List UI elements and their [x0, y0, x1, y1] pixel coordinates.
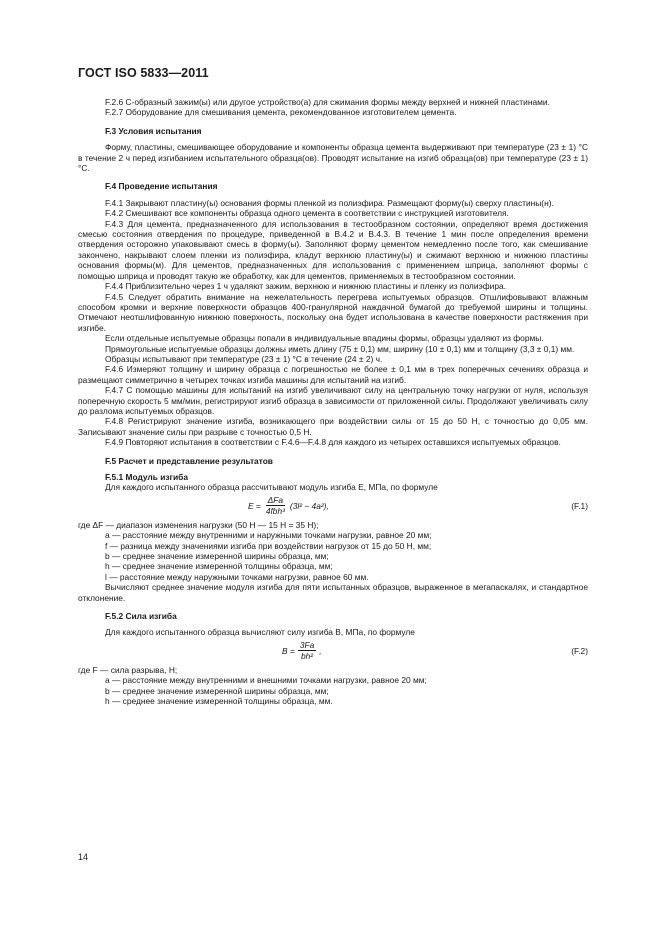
f51-where-line: где ΔF — диапазон изменения нагрузки (50 Н — 15 Н = 35 Н);: [78, 519, 319, 530]
clause-f45-temperature: Образцы испытывают при температуре (23 ± 1) °С в течение (24 ± 2) ч.: [105, 353, 383, 364]
f52-where-line: b — среднее значение измеренной ширины образца, мм;: [105, 685, 329, 696]
formula-f2-number: (F.2): [571, 645, 588, 656]
formula-f1-numerator: ΔFa: [267, 495, 284, 506]
section-f4-title: F.4 Проведение испытания: [105, 181, 218, 192]
section-f51-intro: Для каждого испытанного образца рассчитывают модуль изгиба E, МПа, по формуле: [105, 482, 438, 493]
formula-f1-denominator: 4fbh³: [265, 506, 285, 517]
section-f51-result: Вычисляют среднее значение модуля изгиба для пяти испытанных образцов, выраженное в мегапаскалях, и стандартное отклонение.: [78, 582, 588, 603]
formula-f2-lhs: B =: [282, 645, 295, 656]
clause-f42: F.4.2 Смешивают все компоненты образца одного цемента в соответствии с инструкцией изготовителя.: [105, 208, 509, 219]
page-header-title: ГОСТ ISO 5833—2011: [78, 66, 209, 80]
clause-f49: F.4.9 Повторяют испытания в соответствии с F.4.6—F.4.8 для каждого из четырех оставшихся испытуемых образцов.: [105, 437, 561, 448]
f52-where-line: где F — сила разрыва, Н;: [78, 664, 178, 675]
formula-f1-rhs: (3l² − 4a²),: [289, 500, 329, 511]
section-f3-text: Форму, пластины, смешивающее оборудование и компоненты образца цемента выдерживают при температуре (23 ± 1) °С в течение 2 ч перед изгибанием испытательного образца(ов). Проводят испытание на изгиб образца(ов) при температуре (23 ± 1) °С.: [78, 142, 588, 174]
section-f52-intro: Для каждого испытанного образца вычисляют силу изгиба B, МПа, по формуле: [105, 627, 415, 638]
section-f52-title: F.5.2 Сила изгиба: [105, 611, 177, 622]
clause-f46: F.4.6 Измеряют толщину и ширину образца с погрешностью не более ± 0,1 мм в трех поперечных сечениях образца и размещают симметрично в четырех точках изгиба машины для испытаний на изгиб.: [78, 364, 588, 385]
clause-f44: F.4.4 Приблизительно через 1 ч удаляют зажим, верхнюю и нижнюю пластины и пленку из полиэфира.: [105, 281, 506, 292]
f51-where-line: b — среднее значение измеренной ширины образца, мм;: [105, 551, 329, 562]
formula-f2-numerator: 3Fa: [299, 640, 315, 651]
formula-f1-number: (F.1): [571, 500, 588, 511]
clause-f47: F.4.7 С помощью машины для испытаний на изгиб увеличивают силу на центральную точку нагрузки от нуля, используя поперечную скорость 5 мм/мин, регистрируют изгиб образца в зависимости от приложенной силы. Продолжают увеличивать силу до разлома испытуемых образцов.: [78, 385, 588, 416]
clause-f48: F.4.8 Регистрируют значение изгиба, возникающего при воздействии силы от 15 до 50 Н, с точностью до 0,05 мм. Записывают значение силы при разрыве с точностью 0,5 Н.: [78, 416, 588, 437]
section-f5-title: F.5 Расчет и представление результатов: [105, 455, 273, 466]
f51-where-line: h — среднее значение измеренной толщины образца, мм;: [105, 561, 333, 572]
page-number: 14: [78, 852, 89, 862]
formula-f2-rhs: ,: [319, 645, 322, 656]
clause-f41: F.4.1 Закрывают пластину(ы) основания формы пленкой из полиэфира. Размещают форму(ы) сверху пластины(н).: [105, 197, 554, 208]
f51-where-line: l — расстояние между наружными точками нагрузки, равное 60 мм.: [105, 571, 369, 582]
f52-where-line: a — расстояние между внутренними и внешними точками нагрузки, равное 20 мм;: [105, 675, 427, 686]
formula-f1-fraction: [264, 495, 287, 516]
formula-f2-denominator: bh²: [300, 651, 314, 662]
clause-f26: F.2.6 С-образный зажим(ы) или другое устройство(а) для сжимания формы между верхней и нижней пластинами.: [105, 97, 550, 107]
clause-f27: F.2.7 Оборудование для смешивания цемента, рекомендованное изготовителем цемента.: [105, 107, 457, 118]
f52-where-line: h — среднее значение измеренной толщины образца, мм.: [105, 696, 333, 707]
clause-f45-removal: Если отдельные испытуемые образцы попали в индивидуальные впадины формы, образцы удаляют из формы.: [105, 333, 544, 344]
f51-where-line: f — разница между значениями изгиба при воздействии нагрузок от 15 до 50 Н, мм;: [105, 540, 432, 551]
clause-f45-dimensions: Прямоугольные испытуемые образцы должны иметь длину (75 ± 0,1) мм, ширину (10 ± 0,1) мм и толщину (3,3 ± 0,1) мм.: [105, 343, 575, 354]
formula-f2: [78, 640, 588, 662]
clause-f45: F.4.5 Следует обратить внимание на нежелательность перегрева испытуемых образцов. Отшлифовывают влажным способом кромки и верхние поверхности образцов 400-гранулярной наждачной бумагой до требуемой ширины и толщины. Отмечают неотшлифованную нижнюю поверхность, поскольку она будет использована в качестве поверхности растяжения при изгибе.: [78, 291, 588, 333]
section-f3-title: F.3 Условия испытания: [105, 125, 202, 136]
formula-f2-fraction: [298, 640, 316, 661]
f51-where-line: a — расстояние между внутренними и наружными точками нагрузки, равное 20 мм;: [105, 530, 432, 541]
page-content: [78, 97, 588, 707]
formula-f1: [78, 495, 588, 517]
clause-f43: F.4.3 Для цемента, предназначенного для использования в тестообразном состоянии, определяют время достижения смесью состояния отвердения по процедуре, приведенной в В.4.2 и В.4.3. В течение 1 мин после определения времени отвердения осторожно упаковывают смесь в форму(ы). Заполняют форму цементом немедленно после того, как смешивание закончено, накрывают слоем пленки из полиэфира, кладут верхнюю пластину(ы) и сжимают верхнюю и нижнюю пластины основания формы(м). Для цементов, предназначенных для использования с применением шприца, заполняют формы с помощью шприца и проводят такую же обработку, как для цементов, применяемых в тестообразном состоянии.: [78, 218, 588, 281]
formula-f1-lhs: E =: [248, 500, 261, 511]
section-f51-title: F.5.1 Модуль изгиба: [105, 472, 189, 482]
